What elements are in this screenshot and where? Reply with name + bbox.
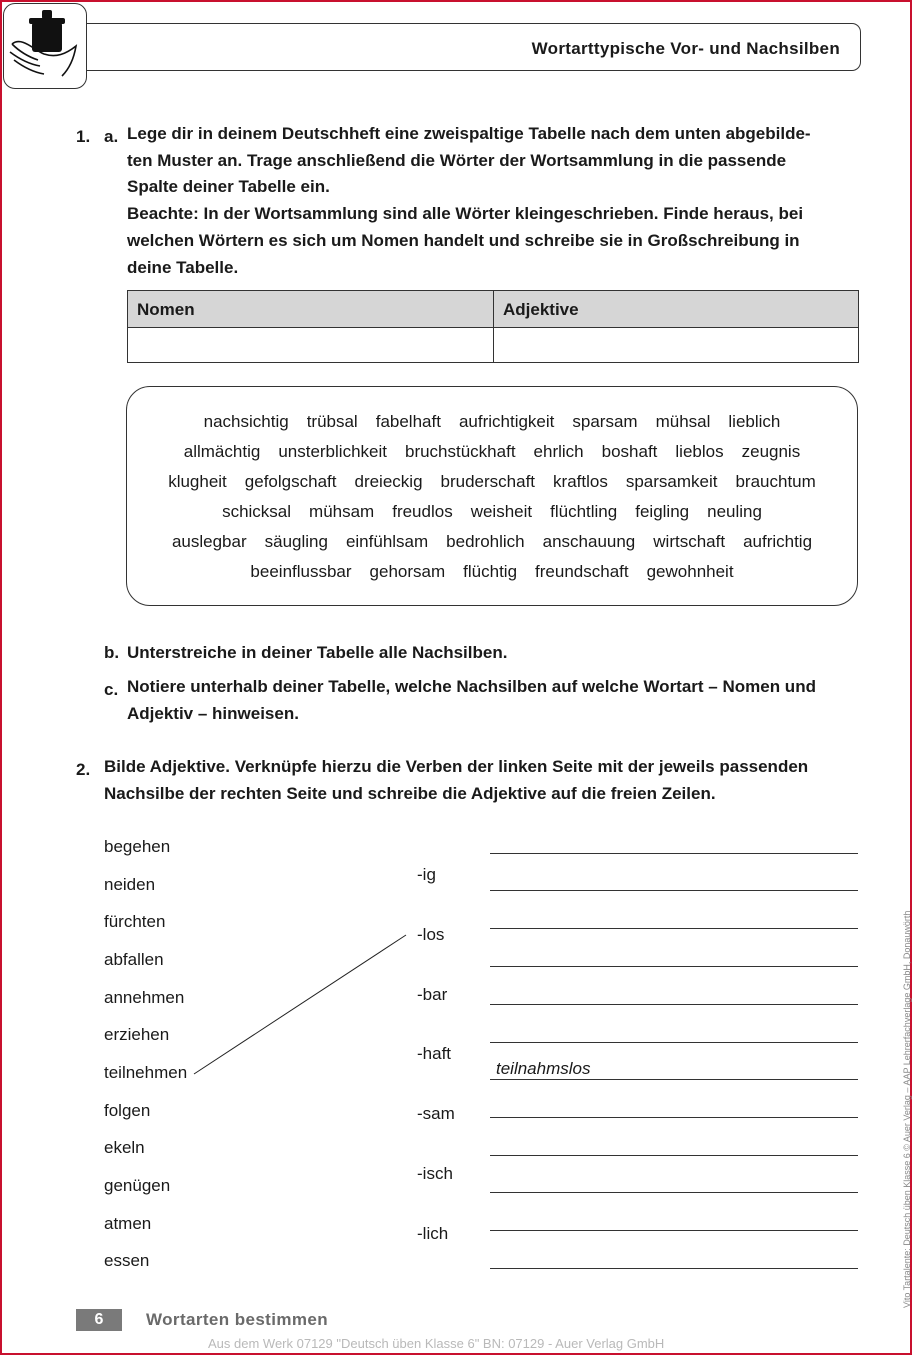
- word: klugheit: [168, 472, 227, 491]
- word: dreieckig: [354, 472, 423, 491]
- word: sparsam: [572, 412, 638, 431]
- verb-item: ekeln: [104, 1138, 145, 1157]
- verb-item: neiden: [104, 875, 156, 894]
- word: säugling: [264, 532, 328, 551]
- example-answer: teilnahmslos: [496, 1059, 591, 1078]
- suffix-item: -los: [417, 925, 445, 944]
- task-1-number: 1.: [76, 127, 91, 146]
- answer-line[interactable]: [490, 1192, 858, 1193]
- page-number: 6: [76, 1309, 122, 1331]
- task-1a-line: welchen Wörtern es sich um Nomen handelt und schreibe sie in Großschreibung in: [127, 230, 800, 250]
- word: beeinflussbar: [250, 562, 352, 581]
- word: sparsamkeit: [625, 472, 718, 491]
- word: bruchstückhaft: [404, 442, 516, 461]
- task-1a-line: Spalte deiner Tabelle ein.: [127, 177, 330, 197]
- table-header-nomen: Nomen: [137, 300, 195, 319]
- chapter-title: Wortarten bestimmen: [146, 1310, 329, 1329]
- suffix-item: -ig: [417, 865, 436, 884]
- answer-line[interactable]: [490, 1117, 858, 1118]
- word: kraftlos: [553, 472, 608, 491]
- task-1a-line: Lege dir in deinem Deutschheft eine zweispaltige Tabelle nach dem unten abgebilde-: [127, 124, 811, 143]
- copyright-side-note: Vito Tartalente: Deutsch üben Klasse 6 © Auer Verlag – AAP Lehrerfachverlage GmbH, Donauwörth: [902, 910, 912, 1308]
- word: ehrlich: [533, 442, 584, 461]
- task-1c-label: c.: [104, 680, 119, 699]
- word: gewohnheit: [646, 562, 734, 581]
- answer-line[interactable]: [490, 1230, 858, 1231]
- word: zeugnis: [741, 442, 801, 461]
- word: feigling: [635, 502, 690, 521]
- verb-item: abfallen: [104, 950, 164, 969]
- task-1a-line: Beachte: In der Wortsammlung sind alle Wörter kleingeschrieben. Finde heraus, bei: [127, 204, 804, 224]
- word: boshaft: [601, 442, 658, 461]
- task-1c-line: Notiere unterhalb deiner Tabelle, welche Nachsilben auf welche Wortart – Nomen und: [127, 677, 816, 696]
- word: auslegbar: [171, 532, 247, 551]
- suffix-item: -lich: [417, 1224, 449, 1243]
- answer-line[interactable]: [490, 1155, 858, 1156]
- word: gefolgschaft: [244, 472, 337, 491]
- word: brauchtum: [735, 472, 816, 491]
- task-1b-label: b.: [104, 643, 120, 662]
- word: gehorsam: [369, 562, 446, 581]
- word: freudlos: [392, 502, 453, 521]
- word: nachsichtig: [203, 412, 289, 431]
- task-1a-line: deine Tabelle.: [127, 257, 239, 277]
- word: einfühlsam: [345, 532, 429, 551]
- table-header-adjektive: Adjektive: [503, 300, 579, 319]
- verb-item: fürchten: [104, 912, 166, 931]
- task-1b-text: Unterstreiche in deiner Tabelle alle Nachsilben.: [127, 643, 508, 662]
- word: bruderschaft: [440, 472, 536, 491]
- word: lieblich: [728, 412, 781, 431]
- answer-line[interactable]: [490, 890, 858, 891]
- word: trübsal: [306, 412, 358, 431]
- word: mühsam: [309, 502, 375, 521]
- verb-item: teilnehmen: [104, 1063, 188, 1082]
- word: unsterblichkeit: [278, 442, 387, 461]
- suffix-item: -bar: [417, 985, 448, 1004]
- answer-line[interactable]: [490, 1042, 858, 1043]
- word: aufrichtigkeit: [458, 412, 555, 431]
- word: mühsal: [655, 412, 711, 431]
- verb-item: genügen: [104, 1176, 171, 1195]
- suffix-item: -isch: [417, 1164, 453, 1183]
- word: freundschaft: [535, 562, 629, 581]
- word: wirtschaft: [653, 532, 726, 551]
- task-1a-line: ten Muster an. Trage anschließend die Wörter der Wortsammlung in die passende: [127, 150, 787, 170]
- verb-item: begehen: [104, 837, 171, 856]
- answer-line[interactable]: [490, 853, 858, 854]
- verb-item: erziehen: [104, 1025, 170, 1044]
- page-title: Wortarttypische Vor- und Nachsilben: [531, 39, 840, 58]
- verb-item: essen: [104, 1251, 150, 1270]
- word: schicksal: [222, 502, 292, 521]
- word: aufrichtig: [743, 532, 813, 551]
- verb-item: atmen: [104, 1214, 152, 1233]
- word: flüchtig: [463, 562, 518, 581]
- answer-line[interactable]: [490, 928, 858, 929]
- suffix-item: -haft: [417, 1044, 452, 1063]
- task-2-number: 2.: [76, 760, 91, 779]
- word: allmächtig: [183, 442, 261, 461]
- task-2-line: Nachsilbe der rechten Seite und schreibe die Adjektive auf die freien Zeilen.: [104, 783, 716, 803]
- suffix-item: -sam: [417, 1104, 455, 1123]
- task-2-line: Bilde Adjektive. Verknüpfe hierzu die Verben der linken Seite mit der jeweils passenden: [104, 757, 809, 776]
- word: neuling: [707, 502, 762, 521]
- answer-line[interactable]: [490, 1268, 858, 1269]
- answer-line[interactable]: [490, 1079, 858, 1080]
- word: fabelhaft: [375, 412, 441, 431]
- word: weisheit: [470, 502, 533, 521]
- word: anschauung: [542, 532, 636, 551]
- word: bedrohlich: [446, 532, 525, 551]
- word: lieblos: [675, 442, 724, 461]
- source-note: Aus dem Werk 07129 "Deutsch üben Klasse 6" BN: 07129 - Auer Verlag GmbH: [208, 1336, 665, 1351]
- answer-line[interactable]: [490, 1004, 858, 1005]
- answer-line[interactable]: [490, 966, 858, 967]
- verb-item: folgen: [104, 1101, 151, 1120]
- verb-item: annehmen: [104, 988, 185, 1007]
- task-1c-line: Adjektiv – hinweisen.: [127, 703, 299, 723]
- task-1a-label: a.: [104, 127, 119, 146]
- word: flüchtling: [550, 502, 618, 521]
